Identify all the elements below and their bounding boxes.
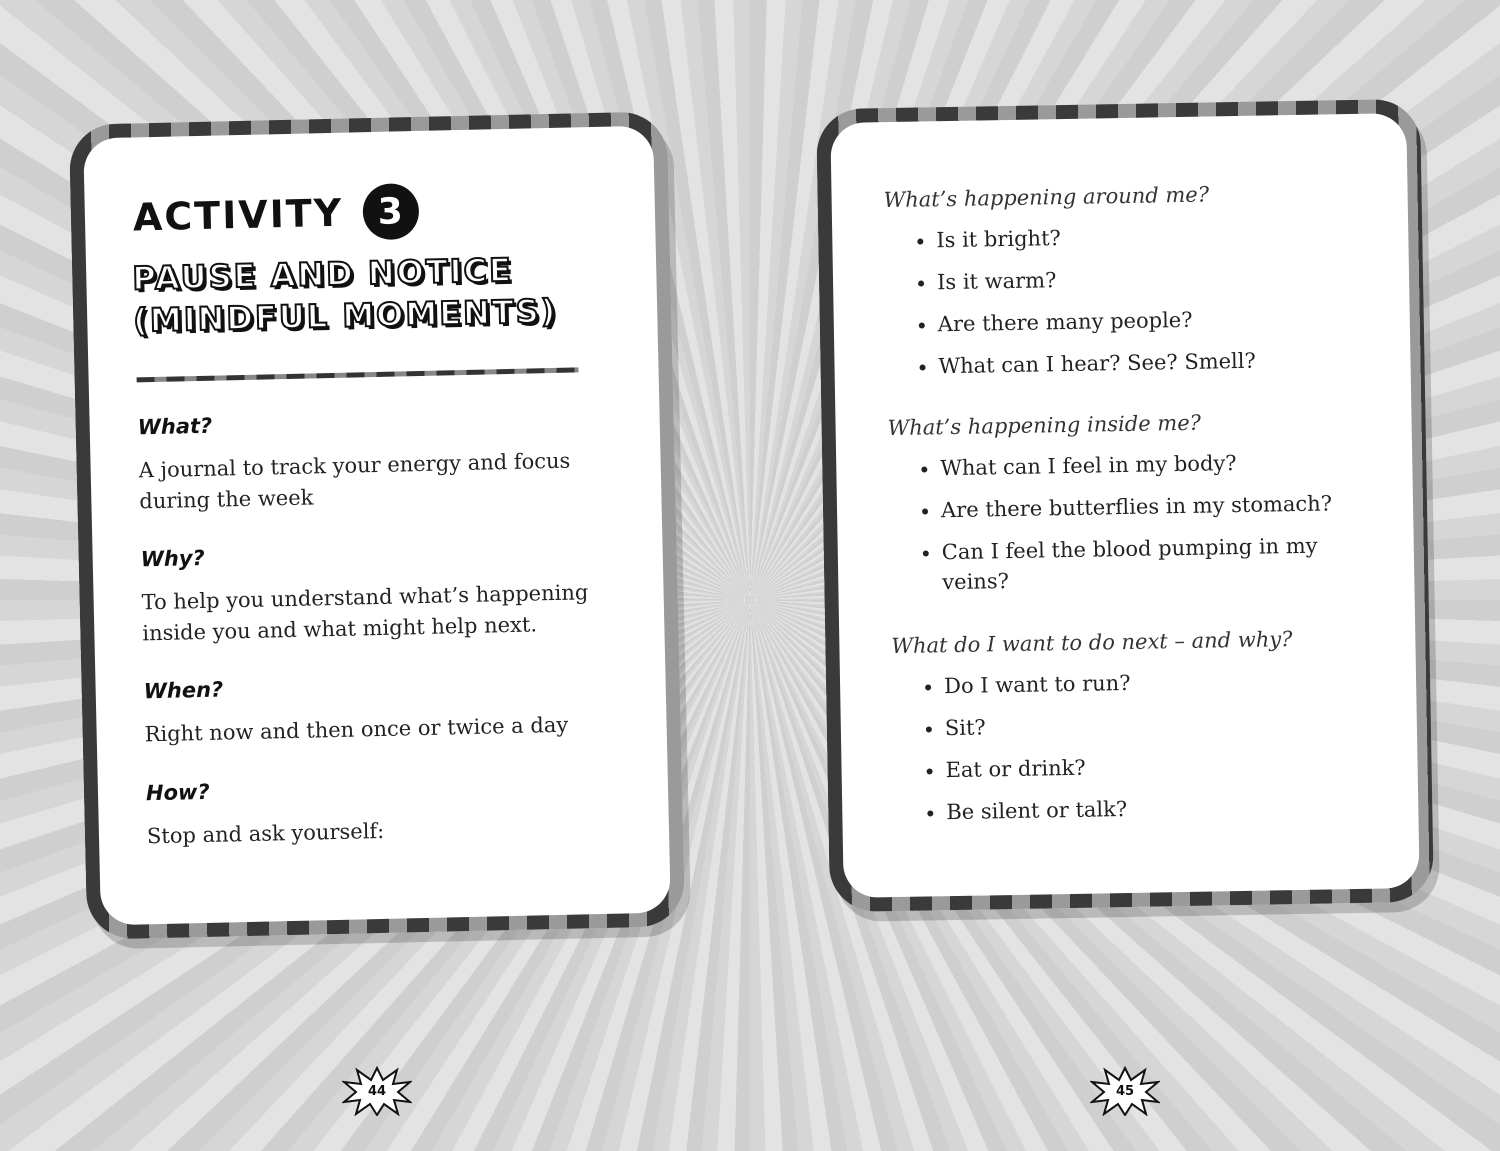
activity-heading — [132, 183, 420, 245]
list-item: • Can I feel the blood pumping in my veins? — [942, 530, 1383, 598]
list-item: • Do I want to run? — [944, 664, 1384, 702]
activity-title: PAUSE AND NOTICE (MINDFUL MOMENTS) — [131, 250, 558, 340]
list-item: • What can I hear? See? Smell? — [938, 344, 1378, 382]
dashed-divider — [137, 367, 579, 382]
list-item: • Is it bright? — [936, 218, 1376, 256]
page-number-badge-left — [342, 1066, 412, 1116]
section-heading-what: What? — [137, 413, 213, 440]
section-body-how: Stop and ask yourself: — [146, 818, 385, 849]
bullet-list-around-me — [884, 218, 1379, 395]
list-item: • Sit? — [945, 706, 1385, 744]
section-body-when: Right now and then once or twice a day — [144, 712, 569, 747]
page-number: 45 — [1115, 1083, 1135, 1099]
list-item: • Be silent or talk? — [946, 789, 1386, 827]
bullet-list-next — [892, 664, 1387, 841]
activity-label: ACTIVITY — [132, 190, 344, 240]
question-next: What do I want to do next – and why? — [891, 627, 1293, 659]
question-inside-me: What’s happening inside me? — [887, 410, 1202, 441]
list-item: • Are there many people? — [938, 302, 1378, 340]
section-body-what: A journal to track your energy and focus during the week — [138, 448, 571, 514]
page-number: 44 — [367, 1083, 387, 1099]
section-heading-when: When? — [143, 677, 224, 704]
list-item: • Are there butterflies in my stomach? — [941, 488, 1381, 526]
section-heading-why: Why? — [140, 545, 205, 572]
list-item: • Is it warm? — [937, 260, 1377, 298]
section-body-why: To help you understand what’s happening inside you and what might help next. — [141, 580, 589, 646]
list-item: • What can I feel in my body? — [940, 446, 1380, 484]
page-number-badge-right — [1090, 1066, 1160, 1116]
list-item: • Eat or drink? — [945, 747, 1385, 785]
card-panel — [83, 126, 671, 926]
card-panel — [830, 113, 1419, 898]
activity-card-left — [69, 111, 685, 939]
question-around-me: What’s happening around me? — [883, 182, 1210, 213]
activity-number: 3 — [363, 183, 420, 240]
bullet-list-inside-me — [888, 446, 1383, 611]
section-heading-how: How? — [145, 779, 210, 806]
activity-card-right — [816, 99, 1434, 912]
